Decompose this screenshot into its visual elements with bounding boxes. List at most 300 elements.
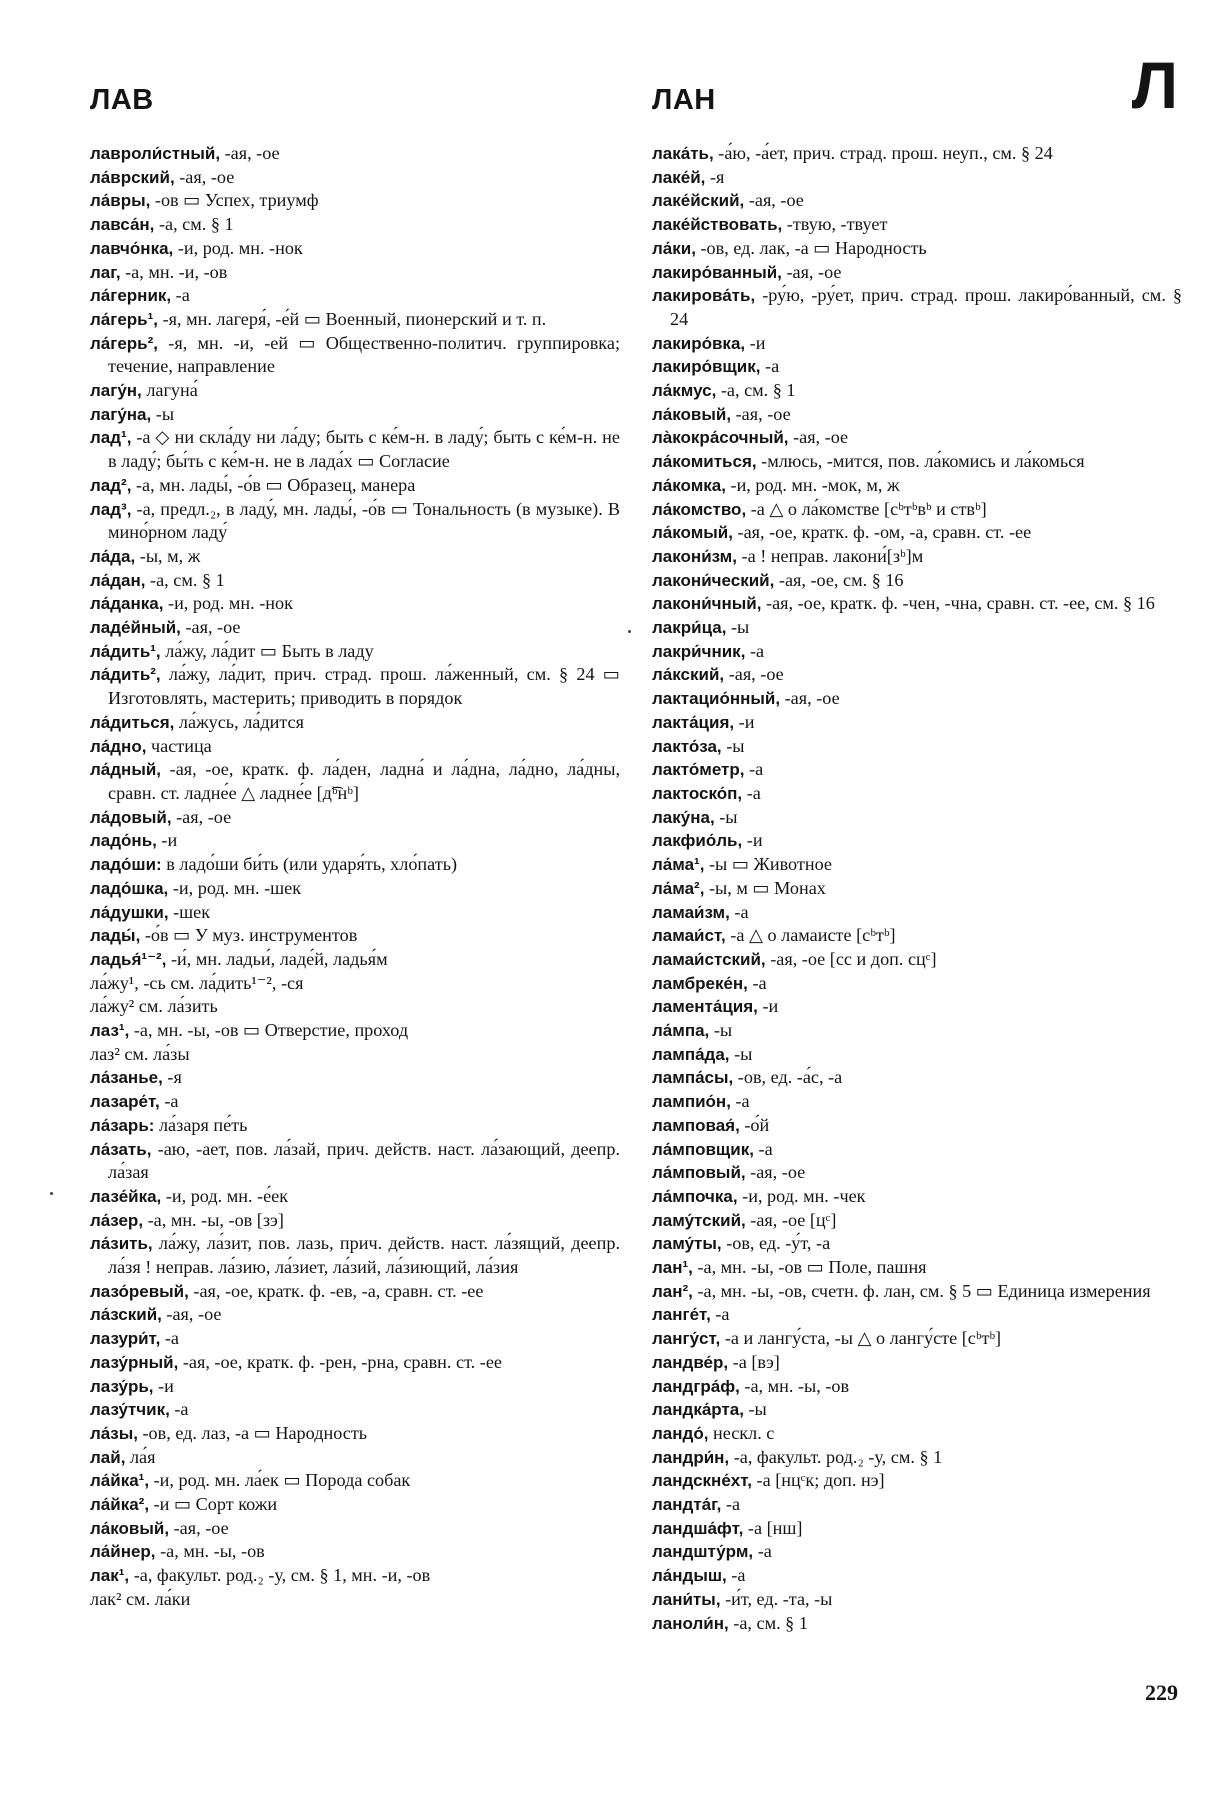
entry-headword: лакони́ческий, [652, 570, 775, 590]
entry-headword: лаке́й, [652, 167, 706, 187]
entry-definition: -ая, -ое, кратк. ф. -ев, -а, сравн. ст. -ее [188, 1280, 484, 1301]
dictionary-entry [652, 1422, 1182, 1446]
entry-headword: лаке́йствовать, [652, 215, 783, 235]
entry-definition: -твую, -твует [782, 214, 888, 235]
dictionary-entry [652, 995, 1182, 1019]
dictionary-entry [90, 1043, 620, 1067]
entry-headword: ла́диться, [90, 712, 175, 732]
entry-headword: лаку́на, [652, 807, 715, 827]
entry-definition: -и [757, 996, 779, 1017]
entry-headword: лавроли́стный, [90, 144, 221, 163]
entry-definition: -а [нцᶜк; доп. нэ] [752, 1470, 885, 1491]
dictionary-entry [652, 1019, 1182, 1043]
entry-headword: ла́данка, [90, 594, 164, 614]
dictionary-entry [652, 1351, 1182, 1375]
entry-headword: ландка́рта, [652, 1400, 744, 1420]
entry-headword: ла̀кокра́сочный, [652, 428, 789, 448]
dictionary-entry [90, 663, 620, 710]
dictionary-entry [90, 474, 620, 498]
entry-headword: ладья́¹⁻², [90, 949, 167, 969]
entry-definition: -а [745, 640, 765, 661]
entry-definition: -а [нш] [743, 1517, 803, 1538]
dictionary-entry [652, 901, 1182, 925]
entry-definition: -шек [168, 901, 211, 922]
entry-headword: ла́герь¹, [90, 309, 159, 329]
entry-headword: ла́зский, [90, 1305, 162, 1325]
entry-headword: ла́йка², [90, 1495, 150, 1515]
entry-definition: -ов, ед. лак, -а ▭ Народность [695, 237, 927, 258]
dictionary-entry [652, 1446, 1182, 1470]
entry-headword: ла́да, [90, 546, 136, 566]
entry-definition: -а [169, 1399, 189, 1420]
entry-headword: ландшту́рм, [652, 1542, 754, 1562]
entry-definition: -а [742, 782, 761, 803]
entry-definition: -ая, -ое [731, 403, 791, 424]
entry-headword: ла́занье, [90, 1068, 163, 1088]
section-letter: Л [1131, 48, 1178, 122]
dictionary-entry [90, 1327, 620, 1351]
dictionary-entry [90, 1588, 620, 1612]
entry-definition: -ы [726, 617, 750, 638]
entry-headword: лак¹, [90, 1566, 130, 1586]
entry-definition: -ы [743, 1399, 767, 1420]
entry-headword: ладе́йный, [90, 618, 181, 638]
entry-headword: лакто́метр, [652, 760, 745, 780]
entry-headword: лакта́ция, [652, 712, 735, 732]
entry-headword: лазе́йка, [90, 1186, 162, 1206]
dictionary-entry [652, 735, 1182, 759]
entry-headword: лакфио́ль, [652, 831, 743, 851]
entry-headword: лагу́н, [90, 381, 142, 401]
dictionary-entry [652, 403, 1182, 427]
dictionary-entry [652, 853, 1182, 877]
dictionary-entry [652, 474, 1182, 498]
entry-definition: -ая, -ое, кратк. ф. ла́ден, ладна́ и ла́дна, ла́дно, ла́дны, сравн. ст. ладне́е △ ладне́е [д͡ᵇнᵇ] [108, 759, 620, 803]
dictionary-entry [90, 1232, 620, 1279]
entry-headword: ла́кский, [652, 665, 725, 685]
entry-definition: -и [745, 332, 766, 353]
entry-headword: ламу́тский, [652, 1210, 746, 1230]
dictionary-entry [652, 1327, 1182, 1351]
entry-headword: ла́зить, [90, 1234, 153, 1254]
entry-definition: -а [730, 1091, 750, 1112]
entry-definition: -и ▭ Сорт кожи [149, 1494, 278, 1515]
dictionary-entry [90, 308, 620, 332]
entry-definition: -аю, -ает, пов. ла́зай, прич. действ. наст. ла́зающий, деепр. ла́зая [108, 1138, 620, 1183]
entry-definition: -ая, -ое [220, 143, 280, 163]
entry-headword: ландскне́хт, [652, 1471, 752, 1491]
entry-definition: -а [729, 901, 749, 922]
dictionary-entry [90, 142, 620, 166]
entry-headword: лазаре́т, [90, 1092, 160, 1112]
entry-definition: -я [162, 1067, 182, 1088]
dictionary-entry [652, 1138, 1182, 1162]
dictionary-entry [90, 426, 620, 473]
entry-headword: ла́йнер, [90, 1542, 156, 1562]
dictionary-entry [652, 450, 1182, 474]
dictionary-entry [652, 332, 1182, 356]
entry-definition: -а [744, 759, 764, 780]
dictionary-entry [90, 1303, 620, 1327]
dictionary-entry [652, 1043, 1182, 1067]
dictionary-entry [652, 545, 1182, 569]
entry-definition: -и, род. мн. -мок, м, ж [725, 474, 900, 495]
entry-definition: -ы [714, 806, 738, 827]
dictionary-entry [90, 1517, 620, 1541]
entry-definition: -а [753, 1541, 772, 1562]
dictionary-entry [90, 189, 620, 213]
entry-definition: -ы, м, ж [135, 545, 201, 566]
entry-definition: -ая, -ое, см. § 16 [774, 569, 904, 590]
entry-definition: -а [760, 356, 780, 377]
entry-definition: -ая, -ое [780, 688, 840, 709]
left-running-head: ЛАВ [90, 84, 154, 116]
entry-definition: лагуна́ [141, 380, 198, 401]
entry-headword: ла́комство, [652, 499, 747, 519]
entry-definition: -о́в ▭ У муз. инструментов [140, 925, 358, 946]
entry-headword: лакони́зм, [652, 546, 737, 566]
entry-headword: лай, [90, 1447, 126, 1467]
entry-definition: -а [726, 1565, 746, 1586]
dictionary-entry [652, 1090, 1182, 1114]
entry-definition: -а, факульт. род.₂ -у, см. § 1, мн. -и, -ов [129, 1565, 431, 1586]
dictionary-entry [652, 1114, 1182, 1138]
entry-headword: лазу́тчик, [90, 1400, 170, 1420]
entry-definition: -а, мн. -ы, -ов [739, 1375, 850, 1396]
entry-headword: ла́зер, [90, 1210, 144, 1230]
entry-definition: -о́й [739, 1114, 770, 1135]
dictionary-entry [652, 284, 1182, 331]
entry-definition: -и́, мн. ладьи́, ладе́й, ладья́м [166, 948, 388, 969]
entry-headword: ладо́шка, [90, 878, 169, 898]
entry-definition: -а, см. § 1 [145, 569, 225, 590]
dictionary-entry [652, 1209, 1182, 1233]
entry-definition: -а, мн. -ы, -ов, счетн. ф. лан, см. § 5 ▭ Единица измерения [692, 1280, 1151, 1301]
entry-definition: -ая, -ое [745, 1162, 806, 1183]
entry-definition: -ы, м ▭ Монах [704, 877, 826, 898]
dictionary-entry [90, 1422, 620, 1446]
entry-definition: -ая, -ое [161, 1304, 222, 1325]
dictionary-entry [652, 877, 1182, 901]
entry-headword: ла́ки, [652, 238, 696, 258]
dictionary-entry [90, 1280, 620, 1304]
entry-headword: ла́душки, [90, 902, 169, 922]
entry-definition: -ая, -ое [781, 261, 842, 282]
dictionary-entry [652, 663, 1182, 687]
entry-headword: лад¹, [90, 428, 132, 448]
entry-definition: -ов ▭ Успех, триумф [150, 190, 319, 211]
entry-definition: ла́я [125, 1446, 156, 1467]
entry-headword: лаг, [90, 262, 121, 282]
entry-definition: -и [734, 711, 755, 732]
dictionary-entry [90, 284, 620, 308]
entry-definition: -ов, ед. -а́с, -а [733, 1067, 843, 1088]
dictionary-entry [90, 1469, 620, 1493]
dictionary-entry [652, 426, 1182, 450]
entry-definition: -ая, -ое, кратк. ф. -чен, -чна, сравн. ст. -ее, см. § 16 [761, 593, 1155, 614]
entry-definition: -ая, -ое, кратк. ф. -рен, -рна, сравн. ст. -ее [178, 1351, 502, 1372]
entry-headword: ла́кмус, [652, 381, 717, 401]
entry-headword: лагу́на, [90, 404, 152, 424]
entry-headword: лады́, [90, 926, 141, 946]
entry-definition: ла́жу² см. ла́зить [90, 996, 218, 1017]
entry-headword: лан¹, [652, 1258, 693, 1278]
entry-headword: ла́довый, [90, 807, 172, 827]
entry-headword: ламу́ты, [652, 1234, 722, 1254]
entry-definition: -а, факульт. род.₂ -у, см. § 1 [729, 1446, 943, 1467]
entry-headword: ламаи́стский, [652, 949, 766, 969]
entry-headword: ландо́, [652, 1423, 709, 1443]
dictionary-entry [90, 1090, 620, 1114]
dictionary-entry [652, 261, 1182, 285]
dictionary-entry [652, 189, 1182, 213]
entry-headword: лампа́сы, [652, 1068, 734, 1088]
entry-headword: ламаи́ст, [652, 926, 726, 946]
entry-headword: лангу́ст, [652, 1329, 721, 1349]
entry-headword: ладо́нь, [90, 831, 157, 851]
dictionary-entry [652, 1398, 1182, 1422]
dictionary-entry [652, 924, 1182, 948]
dictionary-entry [652, 1232, 1182, 1256]
entry-headword: ламаи́зм, [652, 902, 730, 922]
dictionary-entry [90, 213, 620, 237]
dictionary-entry [90, 711, 620, 735]
dictionary-entry [652, 782, 1182, 806]
entry-definition: -а [721, 1494, 741, 1515]
dictionary-entry [652, 1066, 1182, 1090]
dictionary-entry [90, 1446, 620, 1470]
entry-definition: -а [753, 1138, 773, 1159]
dictionary-entry [90, 1540, 620, 1564]
dictionary-entry [90, 545, 620, 569]
entry-definition: ла́жу, ла́дит ▭ Быть в ладу [160, 640, 374, 661]
entry-headword: лампио́н, [652, 1092, 731, 1112]
entry-definition: -и, род. мн. -чек [737, 1185, 866, 1206]
dictionary-entry [90, 166, 620, 190]
entry-definition: -и [742, 830, 763, 851]
dictionary-entry [652, 806, 1182, 830]
entry-headword: лака́ть, [652, 144, 714, 163]
entry-definition: -а, см. § 1 [154, 214, 234, 235]
entry-headword: ланге́т, [652, 1305, 711, 1325]
dictionary-entry [90, 1185, 620, 1209]
entry-headword: лазу́рный, [90, 1352, 179, 1372]
entry-headword: лактацио́нный, [652, 689, 781, 709]
entry-headword: лакони́чный, [652, 594, 762, 614]
entry-definition: -ы [709, 1020, 733, 1041]
dictionary-entry [652, 569, 1182, 593]
entry-definition: -а ◇ ни скла́ду ни ла́ду; быть с ке́м-н. в ладу́; быть с ке́м-н. не в ладу́; бы́ть с ке́м-н. не в лада́х ▭ Согласие [108, 427, 620, 472]
entry-definition: -и [156, 830, 178, 851]
dictionary-entry [652, 1493, 1182, 1517]
dictionary-entry [90, 995, 620, 1019]
dictionary-entry [652, 1280, 1182, 1304]
entry-headword: ла́йка¹, [90, 1471, 150, 1491]
dictionary-entry [652, 687, 1182, 711]
dictionary-entry [652, 1540, 1182, 1564]
entry-definition: -а [747, 972, 767, 993]
dictionary-entry [90, 877, 620, 901]
page-number: 229 [1145, 1680, 1178, 1705]
entry-definition: -и [153, 1375, 174, 1396]
dictionary-entry [652, 616, 1182, 640]
left-column [90, 142, 620, 1612]
dictionary-entry [90, 972, 620, 996]
entry-headword: ланоли́н, [652, 1613, 729, 1633]
entry-headword: ла́зарь: [90, 1115, 155, 1135]
dictionary-entry [652, 1161, 1182, 1185]
entry-headword: лактоско́п, [652, 783, 743, 803]
entry-definition: -ы [721, 735, 745, 756]
entry-headword: лампа́да, [652, 1044, 730, 1064]
entry-definition: -а, мн. -ы, -ов ▭ Поле, пашня [692, 1257, 927, 1278]
entry-definition: -и, род. мн. -нок [173, 237, 303, 258]
entry-definition: -а, мн. -ы, -ов [155, 1541, 265, 1562]
entry-headword: лазо́ревый, [90, 1281, 189, 1301]
entry-definition: -млюсь, -мится, пов. ла́комись и ла́комься [756, 451, 1085, 472]
entry-headword: ладо́ши: [90, 855, 162, 875]
entry-definition: -а △ о ла́комстве [сᵇтᵇвᵇ и ствᵇ] [746, 498, 987, 519]
dictionary-entry [652, 829, 1182, 853]
dictionary-entry [652, 640, 1182, 664]
dictionary-entry [90, 1019, 620, 1043]
dictionary-entry [652, 1303, 1182, 1327]
dictionary-entry [90, 569, 620, 593]
dictionary-entry [90, 1066, 620, 1090]
entry-definition: -и́т, ед. -та, -ы [720, 1588, 833, 1609]
dictionary-entry [90, 853, 620, 877]
entry-headword: ла́дан, [90, 570, 146, 590]
entry-headword: ла́ковый, [652, 404, 732, 424]
entry-definition: -ы ▭ Животное [704, 854, 832, 875]
entry-definition: ла́жу, ла́дит, прич. страд. прош. ла́женный, см. § 24 ▭ Изготовлять, мастерить; приводить в порядок [108, 664, 620, 709]
dictionary-entry [90, 592, 620, 616]
dictionary-entry [90, 640, 620, 664]
entry-headword: лаке́йский, [652, 191, 745, 211]
entry-headword: ла́зать, [90, 1139, 152, 1159]
dictionary-entry [652, 948, 1182, 972]
scan-speck [50, 1192, 53, 1195]
entry-headword: ландша́фт, [652, 1518, 744, 1538]
dictionary-entry [90, 379, 620, 403]
dictionary-entry [90, 261, 620, 285]
entry-definition: -а, см. § 1 [716, 380, 796, 401]
dictionary-entry [90, 829, 620, 853]
dictionary-entry [652, 1588, 1182, 1612]
entry-definition: -ая, -ое [169, 1517, 229, 1538]
dictionary-entry [652, 355, 1182, 379]
entry-definition: -а [160, 1328, 180, 1349]
entry-headword: ла́дить¹, [90, 641, 161, 661]
entry-definition: -а́ю, -а́ет, прич. страд. прош. неуп., см. § 24 [713, 143, 1053, 163]
entry-headword: ла́ндыш, [652, 1566, 727, 1586]
entry-definition: -ов, ед. лаз, -а ▭ Народность [137, 1422, 368, 1443]
entry-headword: ла́комка, [652, 475, 726, 495]
entry-definition: -и, род. мн. -шек [168, 877, 302, 898]
entry-headword: ла́мповщик, [652, 1139, 754, 1159]
entry-definition: -ая, -ое [цᶜ] [745, 1209, 837, 1230]
dictionary-entry [90, 1564, 620, 1588]
dictionary-entry [90, 1351, 620, 1375]
dictionary-entry [652, 237, 1182, 261]
entry-headword: ла́ма², [652, 878, 705, 898]
dictionary-entry [652, 213, 1182, 237]
entry-headword: лавса́н, [90, 215, 155, 235]
dictionary-entry [652, 142, 1182, 166]
entry-definition: -я, мн. -и, -ей ▭ Общественно-политич. группировка; течение, направление [108, 332, 620, 377]
entry-definition: -а [710, 1304, 730, 1325]
entry-definition: -а △ о ламаисте [сᵇтᵇ] [725, 925, 896, 946]
dictionary-entry [652, 166, 1182, 190]
dictionary-entry [652, 711, 1182, 735]
dictionary-entry [90, 806, 620, 830]
dictionary-entry [90, 1114, 620, 1138]
entry-headword: ла́мпочка, [652, 1186, 738, 1206]
entry-definition: -ая, -ое [174, 166, 235, 187]
entry-headword: ла́герь², [90, 333, 159, 353]
dictionary-entry [90, 1209, 620, 1233]
entry-definition: лак² см. ла́ки [90, 1588, 191, 1609]
entry-headword: ла́дить², [90, 665, 161, 685]
entry-definition: -и, род. мн. -нок [163, 593, 293, 614]
entry-headword: ламента́ция, [652, 997, 758, 1017]
entry-headword: лазу́рь, [90, 1376, 154, 1396]
entry-definition: -а, предл.₂, в ладу́, мн. лады́, -о́в ▭ Тональность (в музыке). В мино́рном ладу́ [108, 498, 620, 543]
entry-definition: -ая, -ое [724, 664, 784, 685]
entry-definition: частица [146, 735, 212, 756]
entry-headword: ла́ма¹, [652, 855, 705, 875]
dictionary-entry [90, 1375, 620, 1399]
entry-headword: лаз¹, [90, 1021, 130, 1041]
dictionary-entry [90, 1493, 620, 1517]
entry-headword: ла́герник, [90, 286, 172, 306]
dictionary-entry [90, 332, 620, 379]
dictionary-entry [90, 948, 620, 972]
entry-definition: -ов, ед. -у́т, -а [721, 1233, 831, 1254]
dictionary-entry [90, 924, 620, 948]
entry-definition: ла́заря пе́ть [154, 1114, 248, 1135]
entry-headword: ландгра́ф, [652, 1376, 740, 1396]
entry-definition: -ая, -ое [180, 617, 241, 638]
entry-headword: лад³, [90, 499, 132, 519]
entry-headword: лавчо́нка, [90, 238, 174, 258]
entry-headword: лазури́т, [90, 1329, 161, 1349]
entry-headword: лани́ты, [652, 1589, 721, 1609]
entry-headword: ла́дный, [90, 760, 162, 780]
right-column [652, 142, 1182, 1635]
entry-headword: ла́мпа, [652, 1021, 710, 1041]
entry-headword: лакри́чник, [652, 641, 746, 661]
entry-headword: ла́мповый, [652, 1163, 746, 1183]
entry-definition: -а [159, 1091, 179, 1112]
dictionary-entry [90, 237, 620, 261]
dictionary-entry [90, 616, 620, 640]
dictionary-entry [90, 1398, 620, 1422]
entry-definition: -ая, -ое, кратк. ф. -ом, -а, сравн. ст. -ее [732, 522, 1032, 543]
entry-definition: -ая, -ое [744, 190, 804, 211]
entry-headword: ла́комый, [652, 523, 733, 543]
dictionary-entry [652, 498, 1182, 522]
entry-definition: ла́жу, ла́зит, пов. лазь, прич. действ. наст. ла́зящий, деепр. ла́зя ! неправ. ла́зию, ла́зиет, ла́зий, ла́зиющий, ла́зия [108, 1233, 620, 1278]
entry-headword: ла́дно, [90, 736, 147, 756]
right-running-head: ЛАН [652, 84, 716, 116]
entry-definition: -ая, -ое [788, 427, 849, 448]
entry-headword: ламповая́, [652, 1115, 740, 1135]
entry-headword: лакиро́ванный, [652, 262, 782, 282]
dictionary-entry [90, 735, 620, 759]
entry-headword: ла́комиться, [652, 452, 757, 472]
entry-definition: -а [171, 285, 190, 306]
